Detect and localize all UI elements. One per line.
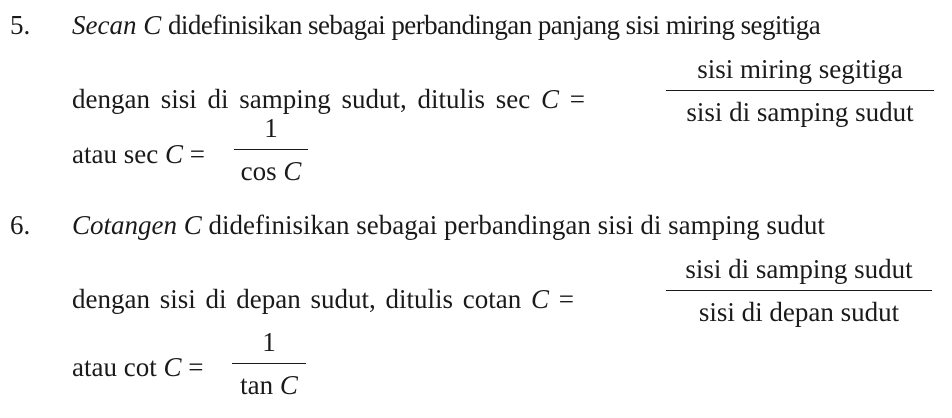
item-6-alt-variable: C (163, 352, 182, 382)
item-5-formula-variable: C (540, 84, 559, 114)
fraction-bar (234, 149, 308, 150)
fraction-numerator: sisi di samping sudut (685, 254, 913, 284)
item-5-reciprocal-fraction (234, 115, 308, 185)
item-6-formula-equals: = (558, 284, 574, 314)
item-5-definition-line (72, 12, 820, 39)
item-6-formula-variable: C (530, 284, 549, 314)
fraction-bar (666, 90, 934, 91)
item-6-formula-line (72, 286, 574, 313)
fraction-numerator: 1 (262, 327, 276, 357)
fraction-bar (666, 290, 932, 291)
item-5-number: 5. (10, 10, 31, 40)
item-5-formula-line (72, 86, 585, 113)
item-6-reciprocal-fraction (232, 329, 306, 399)
item-6-cotan-fraction (666, 256, 932, 326)
fraction-denominator (234, 158, 308, 185)
item-6-alt-equals: = (188, 352, 204, 382)
item-6-definition-text: didefinisikan sebagai perbandingan sisi di samping sudut (208, 210, 825, 240)
item-5-alt-variable: C (164, 139, 183, 169)
item-5-term: Secan C (72, 10, 162, 40)
item-6-alt-formula-line (72, 354, 203, 381)
item-6-formula-text: dengan sisi di depan sudut, ditulis cotan (72, 284, 522, 314)
fraction-denominator (232, 372, 306, 399)
denominator-function: cos (240, 156, 277, 186)
denominator-variable: C (283, 156, 302, 186)
item-6-alt-text: atau cot (72, 352, 157, 382)
fraction-numerator: sisi miring segitiga (697, 54, 903, 84)
fraction-bar (232, 363, 306, 364)
item-5-formula-equals: = (569, 84, 585, 114)
item-6-definition-line (72, 212, 825, 239)
denominator-variable: C (279, 370, 298, 400)
item-5-formula-text: dengan sisi di samping sudut, ditulis sec (72, 84, 531, 114)
item-5-alt-text: atau sec (72, 139, 159, 169)
denominator-function: tan (240, 370, 274, 400)
item-5-definition-text: didefinisikan sebagai perbandingan panjang sisi miring segitiga (167, 10, 821, 40)
item-5-alt-equals: = (189, 139, 205, 169)
item-6-term: Cotangen C (72, 210, 202, 240)
item-6-number: 6. (10, 210, 31, 240)
fraction-denominator: sisi di samping sudut (686, 97, 914, 127)
item-5-sec-fraction (666, 56, 934, 126)
fraction-denominator: sisi di depan sudut (698, 297, 900, 327)
item-5-alt-formula-line (72, 141, 205, 168)
fraction-numerator: 1 (264, 113, 278, 143)
